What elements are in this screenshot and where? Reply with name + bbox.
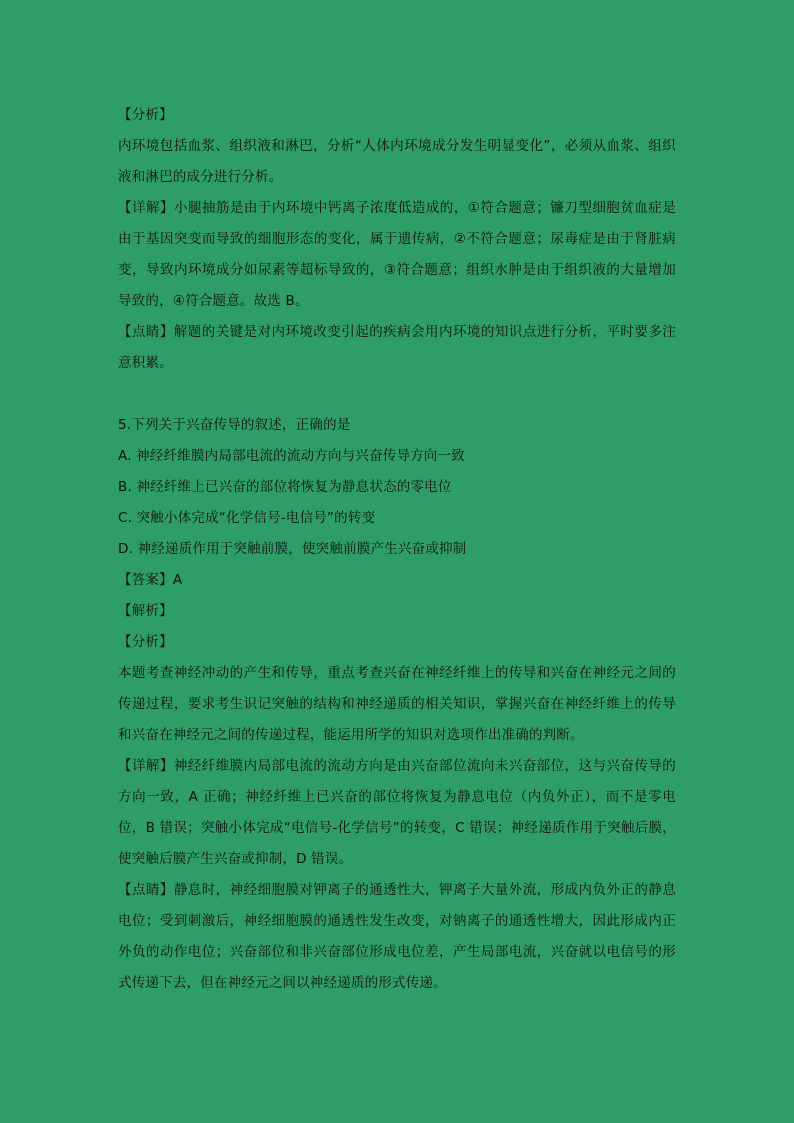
option-d: D. 神经递质作用于突触前膜，使突触前膜产生兴奋或抑制: [118, 541, 467, 557]
answer-line: [118, 565, 676, 596]
point-paragraph: [118, 317, 676, 379]
answer-tag: 【答案】: [118, 572, 173, 588]
analysis-paragraph: 内环境包括血浆、组织液和淋巴，分析“人体内环境成分发生明显变化”，必须从血浆、组织液和淋巴的成分进行分析。: [118, 138, 676, 185]
q5-detail-tag: 【详解】: [118, 758, 174, 774]
q5-point-tag: 【点睛】: [118, 882, 174, 898]
explain-tag: 【解析】: [118, 603, 173, 619]
q5-analysis-heading: [118, 627, 676, 658]
q5-point-paragraph: [118, 875, 676, 999]
analysis-tag: 【分析】: [118, 107, 173, 123]
option-c: C. 突触小体完成“化学信号-电信号”的转变: [118, 510, 376, 526]
explanation-heading: [118, 596, 676, 627]
question-stem: 5.下列关于兴奋传导的叙述，正确的是: [118, 417, 351, 433]
q5-detail-paragraph: [118, 751, 676, 875]
answer-value: A: [172, 572, 183, 588]
analysis-heading: [118, 100, 676, 131]
q5-analysis-tag: 【分析】: [118, 634, 173, 650]
option-a: A. 神经纤维膜内局部电流的流动方向与兴奋传导方向一致: [118, 448, 465, 464]
q5-analysis-paragraph: 本题考查神经冲动的产生和传导，重点考查兴奋在神经纤维上的传导和兴奋在神经元之间的传递过程，要求考生识记突触的结构和神经递质的相关知识，掌握兴奋在神经纤维上的传导和兴奋在神经元之间的传递过程，能运用所学的知识对选项作出准确的判断。: [118, 665, 676, 743]
detail-paragraph: [118, 193, 676, 317]
point-tag: 【点睛】: [118, 324, 174, 340]
detail-text: 小腿抽筋是由于内环境中钙离子浓度低造成的，①符合题意；镰刀型细胞贫血症是由于基因突变而导致的细胞形态的变化，属于遗传病，②不符合题意；尿毒症是由于肾脏病变，导致内环境成分如尿素等超标导致的，③符合题意；组织水肿是由于组织液的大量增加导致的，④符合题意。故选 B。: [118, 200, 676, 309]
document-body: [118, 100, 676, 999]
q5-detail-text: 神经纤维膜内局部电流的流动方向是由兴奋部位流向未兴奋部位，这与兴奋传导的方向一致，A 正确；神经纤维上已兴奋的部位将恢复为静息电位（内负外正），而不是零电位，B 错误；突触小体完成“电信号-化学信号”的转变，C 错误；神经递质作用于突触后膜，使突触后膜产生兴奋或抑制，D 错误。: [118, 758, 676, 867]
option-b: B. 神经纤维上已兴奋的部位将恢复为静息状态的零电位: [118, 479, 452, 495]
q5-point-text: 静息时，神经细胞膜对钾离子的通透性大，钾离子大量外流，形成内负外正的静息电位；受到刺激后，神经细胞膜的通透性发生改变，对钠离子的通透性增大，因此形成内正外负的动作电位；兴奋部位和非兴奋部位形成电位差，产生局部电流，兴奋就以电信号的形式传递下去，但在神经元之间以神经递质的形式传递。: [118, 882, 676, 991]
section-spacer: [118, 379, 676, 410]
point-text: 解题的关键是对内环境改变引起的疾病会用内环境的知识点进行分析，平时要多注意积累。: [118, 324, 676, 371]
detail-tag: 【详解】: [118, 200, 174, 216]
